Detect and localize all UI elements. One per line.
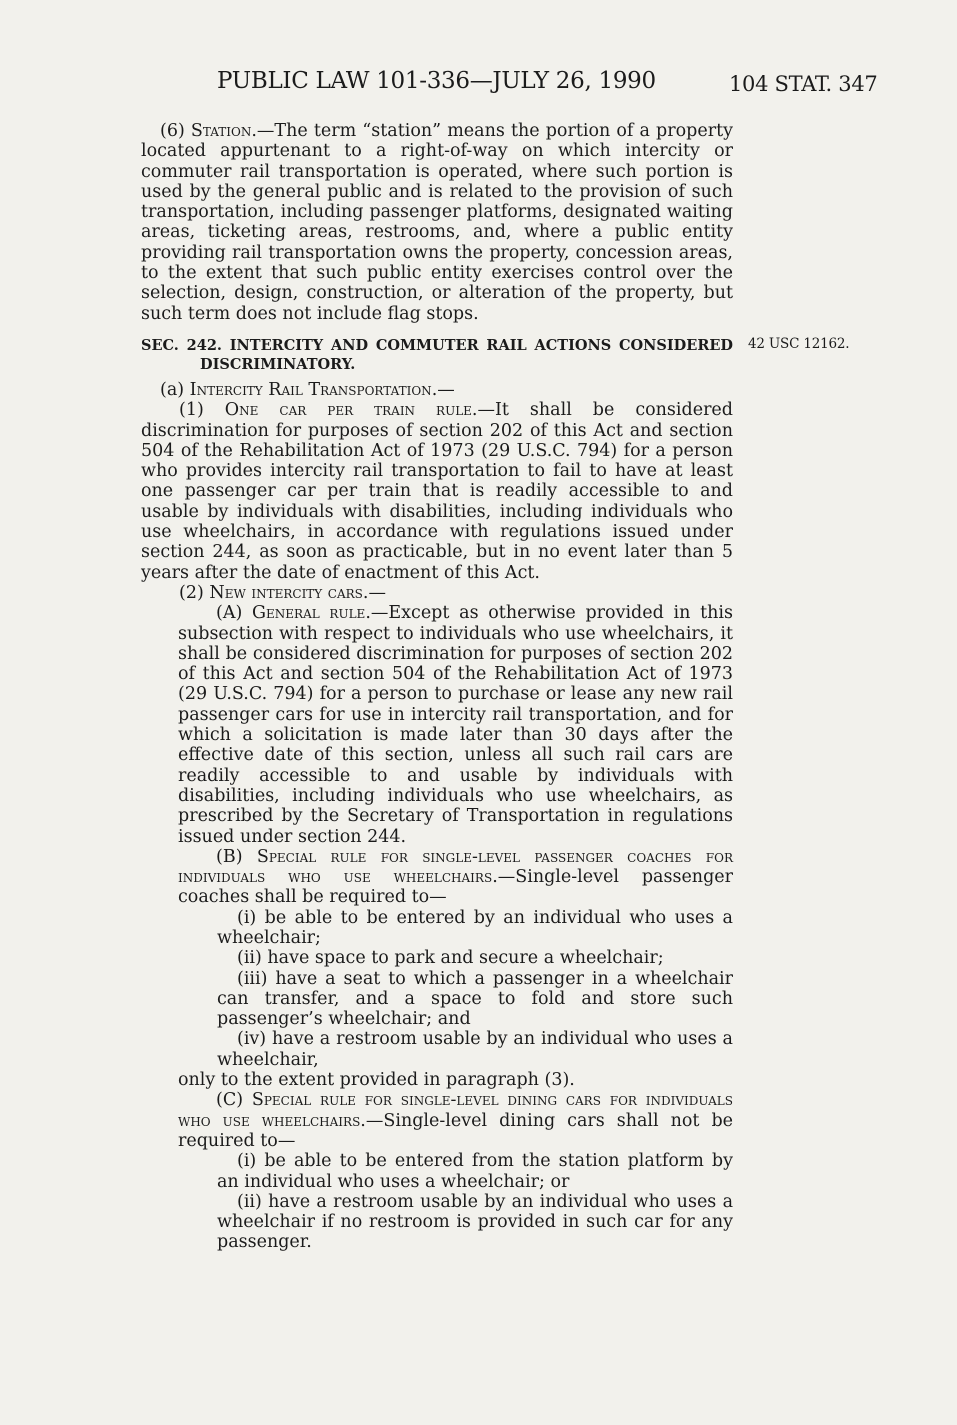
paragraph-2-heading	[141, 583, 733, 603]
paragraph-title: One car per train rule	[224, 400, 472, 421]
subparagraph-number: (B)	[216, 846, 243, 867]
paragraph-title: New intercity cars	[209, 582, 363, 603]
clause-item: (ii) have a restroom usable by an individual who uses a wheelchair if no restroom is provided in such car for any passenger.	[217, 1191, 733, 1253]
clause-item: (iii) have a seat to which a passenger in a wheelchair can transfer, and a space to fold and store such passenger’s wheelchair; and	[217, 968, 733, 1030]
subsection-title: Intercity Rail Transportation	[189, 379, 432, 400]
subparagraph-text: .—Except as otherwise provided in this subsection with respect to individuals who use wheelchairs, it shall be considered discrimination for purposes of section 202 of this Act and section 504 of the Rehabilitation Act of 1973 (29 U.S.C. 794) for a person to purchase or lease any new rail passenger cars for use in intercity rail transportation, and for which a solicitation is made later than 30 days after the effective date of this section, unless all such rail cars are readily accessible to and usable by individuals with disabilities, including individuals who use wheelchairs, as prescribed by the Secretary of Transportation in regulations issued under section 244.	[178, 603, 734, 847]
subsection-tail: .—	[431, 379, 455, 400]
subparagraph-text: .—Single-level dining cars shall not be required to—	[178, 1110, 733, 1151]
paragraph-1	[141, 400, 733, 583]
subparagraph-title: Special rule for single-level passenger coaches for individuals who use wheelchairs	[178, 846, 733, 888]
definition-number: (6)	[160, 121, 185, 141]
subparagraph-b	[141, 847, 733, 908]
clause-item: (i) be able to be entered by an individual who uses a wheelchair;	[217, 907, 733, 948]
statute-page-number: 104 STAT. 347	[729, 72, 878, 96]
definition-text: .—The term “station” means the portion of a property located appurtenant to a right-of-way on which intercity or commuter rail transportation is operated, where such portion is used by the general public and is related to the provision of such transportation, including passenger platforms, designated waiting areas, ticketing areas, restrooms, and, where a public entity providing rail transportation owns the property, concession areas, to the extent that such public entity exercises control over the selection, design, construction, or alteration of the property, but such term does not include flag stops.	[141, 121, 733, 324]
subparagraph-number: (C)	[216, 1090, 244, 1111]
subparagraph-a	[141, 603, 733, 847]
definition-term: Station	[190, 121, 252, 141]
paragraph-number: (2)	[179, 582, 204, 603]
subparagraph-number: (A)	[216, 603, 243, 624]
paragraph-number: (1)	[179, 400, 204, 421]
clause-item: (ii) have space to park and secure a wheelchair;	[237, 948, 664, 969]
subparagraph-title: General rule	[252, 603, 366, 624]
clause-item: (iv) have a restroom usable by an individual who uses a wheelchair,	[217, 1029, 733, 1070]
paragraph-tail: .—	[362, 582, 386, 603]
margin-citation: 42 USC 12162.	[748, 336, 850, 352]
body-text	[141, 121, 733, 1253]
subparagraph-b-closing: only to the extent provided in paragraph (3).	[178, 1070, 575, 1091]
paragraph-text: .—It shall be considered discrimination for purposes of section 202 of this Act and section 504 of the Rehabilitation Act of 1973 (29 U.S.C. 794) for a person who provides intercity rail transportation to fail to have at least one passenger car per train that is readily accessible to and usable by individuals with disabilities, including individuals who use wheelchairs, in accordance with regulations issued under section 244, as soon as practicable, but in no event later than 5 years after the date of enactment of this Act.	[141, 400, 733, 583]
subsection-a-heading	[141, 380, 733, 400]
section-heading: SEC. 242. INTERCITY AND COMMUTER RAIL ACTIONS CONSIDERED DISCRIMINATORY.	[141, 336, 733, 373]
header-title: PUBLIC LAW 101-336—JULY 26, 1990	[217, 68, 656, 94]
subsection-number: (a)	[160, 379, 185, 400]
subparagraph-text: .—Single-level passenger coaches shall be required to—	[178, 867, 733, 908]
subparagraph-c	[141, 1090, 733, 1151]
subparagraph-title: Special rule for single-level dining cars for individuals who use wheelchairs	[178, 1090, 733, 1131]
clause-item: (i) be able to be entered from the station platform by an individual who uses a wheelchair; or	[217, 1151, 733, 1192]
definition-station	[141, 121, 733, 324]
